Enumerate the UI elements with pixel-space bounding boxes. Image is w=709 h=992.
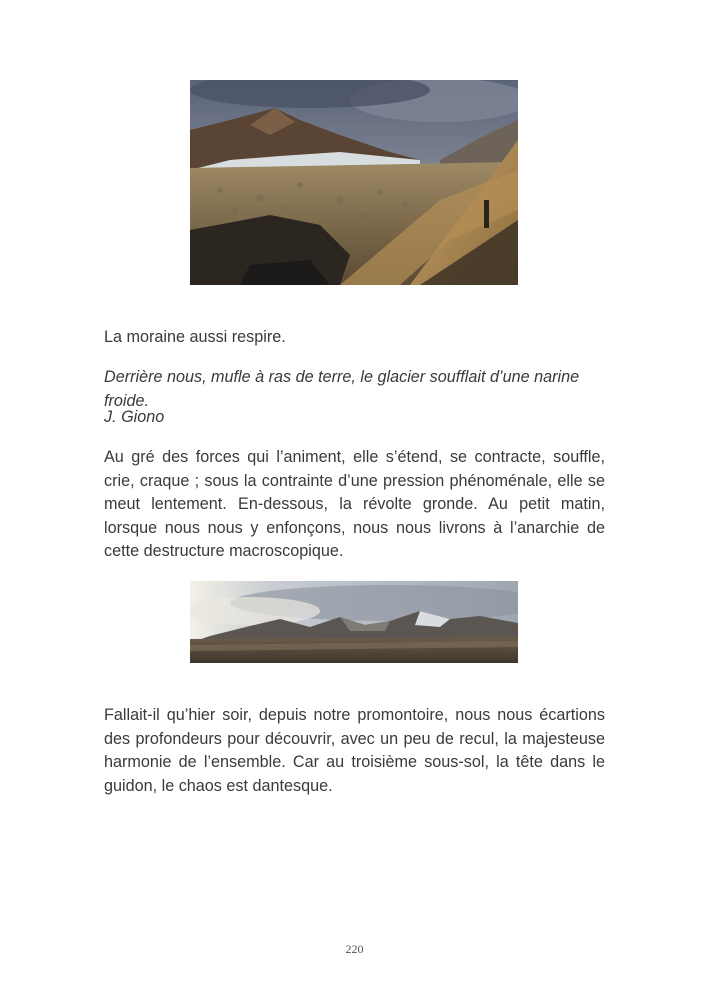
panorama-photo-illustration xyxy=(190,581,518,663)
paragraph-promontoire: Fallait-il qu’hier soir, depuis notre promontoire, nous nous écartions des profondeurs pour découvrir, avec un peu de recul, la majesteuse harmonie de l’ensemble. Car au troisième sous-sol, la tête dans le guidon, le chaos est dantesque. xyxy=(104,706,605,795)
panorama-photo xyxy=(190,581,518,663)
page-number: 220 xyxy=(345,942,364,956)
paragraph-moraine-respire: La moraine aussi respire. xyxy=(104,328,286,346)
giono-quote: Derrière nous, mufle à ras de terre, le glacier soufflait d’une narine froide. xyxy=(104,368,580,410)
paragraph-forces: Au gré des forces qui l’animent, elle s’étend, se contracte, souffle, crie, craque ; sous la contrainte d’une pression phénoménale, elle se meut lentement. En-dessous, la révolte gronde. Au petit matin, lorsque nous nous y enfonçons, nous nous livrons à l’anarchie de cette destructure macroscopique. xyxy=(104,448,605,560)
quote-author: J. Giono xyxy=(104,408,165,426)
moraine-photo-illustration xyxy=(190,80,518,285)
moraine-photo xyxy=(190,80,518,285)
